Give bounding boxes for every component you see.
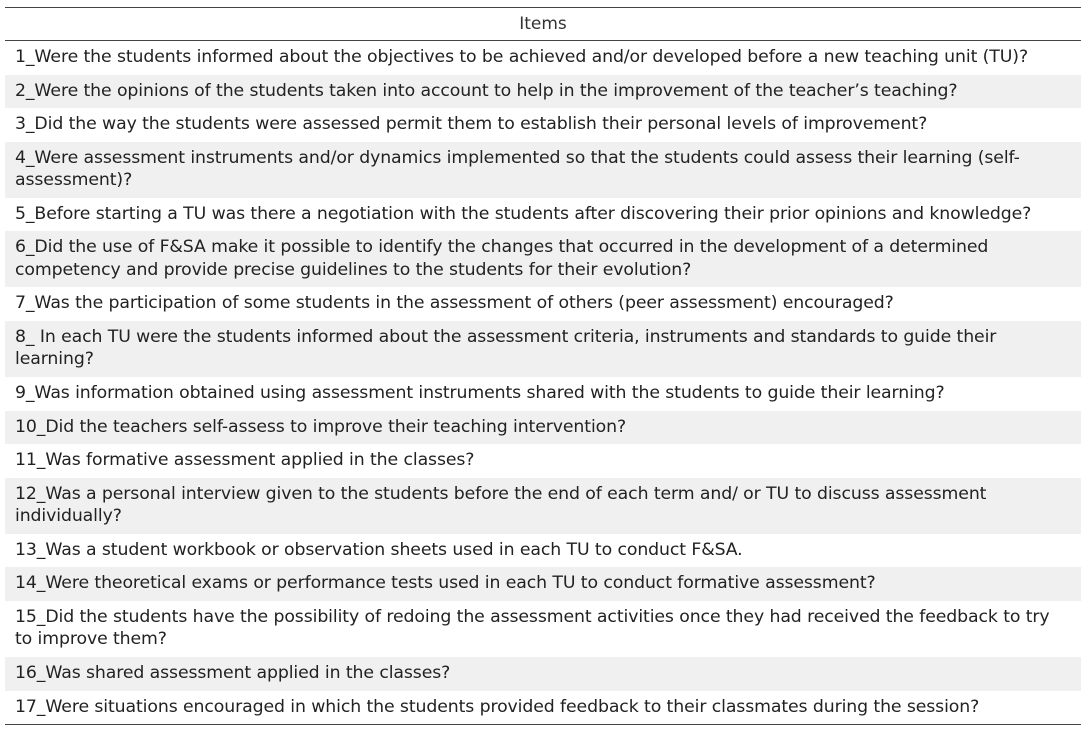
table-row: 12_Was a personal interview given to the students before the end of each term and/ or TU to discuss assessment individually? bbox=[5, 478, 1081, 534]
table-row: 11_Was formative assessment applied in the classes? bbox=[5, 444, 1081, 478]
table-row: 16_Was shared assessment applied in the classes? bbox=[5, 657, 1081, 691]
table-row: 14_Were theoretical exams or performance tests used in each TU to conduct formative assessment? bbox=[5, 567, 1081, 601]
table-row: 6_Did the use of F&SA make it possible to identify the changes that occurred in the development of a determined competency and provide precise guidelines to the students for their evolution? bbox=[5, 231, 1081, 287]
table-row: 5_Before starting a TU was there a negotiation with the students after discovering their prior opinions and knowledge? bbox=[5, 198, 1081, 232]
table-header: Items bbox=[5, 8, 1081, 41]
table-row: 10_Did the teachers self-assess to improve their teaching intervention? bbox=[5, 411, 1081, 445]
table-row: 17_Were situations encouraged in which the students provided feedback to their classmates during the session? bbox=[5, 691, 1081, 725]
table-row: 9_Was information obtained using assessment instruments shared with the students to guide their learning? bbox=[5, 377, 1081, 411]
table-row: 13_Was a student workbook or observation sheets used in each TU to conduct F&SA. bbox=[5, 534, 1081, 568]
items-table bbox=[5, 7, 1081, 725]
table-row: 2_Were the opinions of the students taken into account to help in the improvement of the teacher’s teaching? bbox=[5, 75, 1081, 109]
table-row: 4_Were assessment instruments and/or dynamics implemented so that the students could assess their learning (self-assessment)? bbox=[5, 142, 1081, 198]
table-row: 3_Did the way the students were assessed permit them to establish their personal levels of improvement? bbox=[5, 108, 1081, 142]
table-row: 7_Was the participation of some students in the assessment of others (peer assessment) encouraged? bbox=[5, 287, 1081, 321]
table-row: 1_Were the students informed about the objectives to be achieved and/or developed before a new teaching unit (TU)? bbox=[5, 41, 1081, 75]
table-row: 15_Did the students have the possibility of redoing the assessment activities once they had received the feedback to try to improve them? bbox=[5, 601, 1081, 657]
table-row: 8_ In each TU were the students informed about the assessment criteria, instruments and standards to guide their learning? bbox=[5, 321, 1081, 377]
